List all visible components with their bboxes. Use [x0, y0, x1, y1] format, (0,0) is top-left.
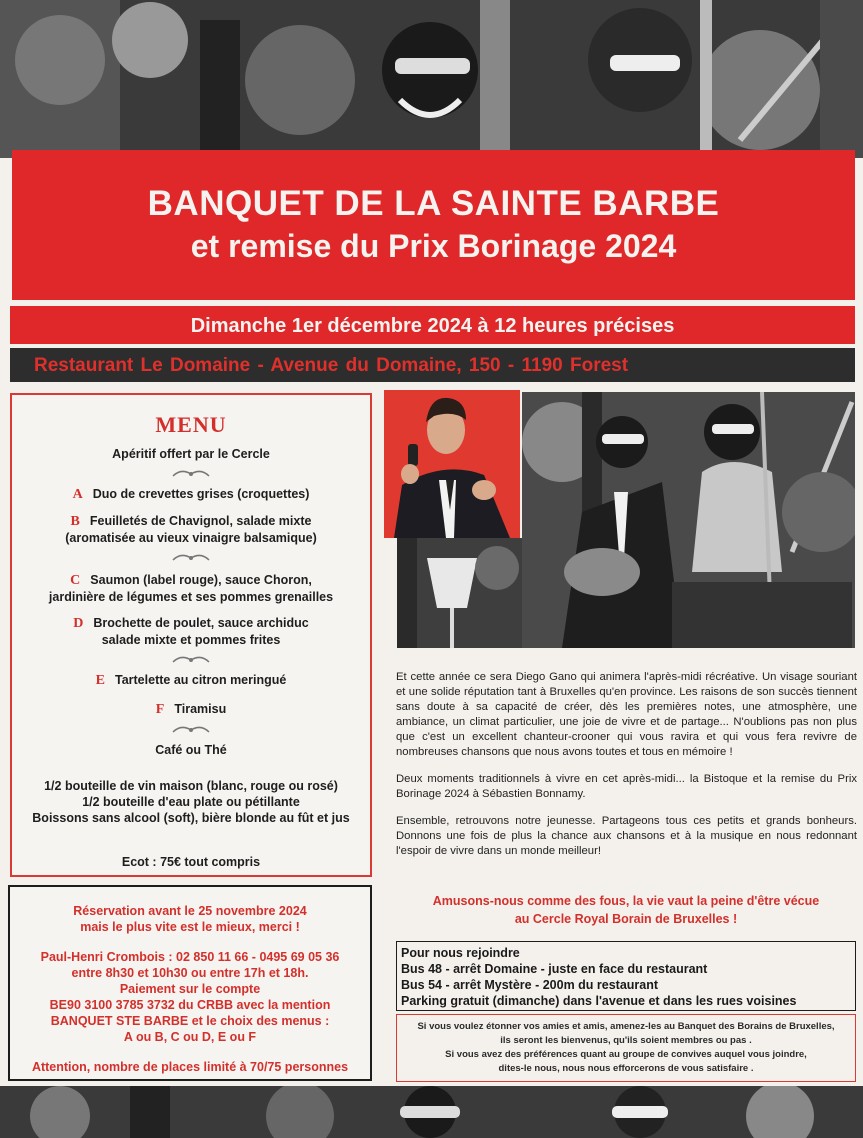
coffee-line: Café ou Thé [155, 743, 227, 757]
header-artwork [0, 0, 863, 158]
price-line: Ecot : 75€ tout compris [121, 855, 261, 869]
intro-text [396, 670, 857, 871]
intro-paragraph: Et cette année ce sera Diego Gano qui animera l'après-midi récréative. Un visage souriant et une solide réputation tant à Bruxelles qu'en province. Les raisons de son succès tiennent sans doute à sa capacité de créer, dès les premières notes, une atmosphère, une ambiance, un climat particulier, une joie de vivre et de partage... N'oublions pas non plus que c'est un excellent chanteur-crooner qui vous ravira et qui vous fera revivre de nombreuses chansons que nous avons toutes et tous en mémoire ! [396, 671, 857, 758]
singer-photo [384, 390, 520, 538]
ornament-icon [169, 724, 213, 736]
access-bus-48: Bus 48 - arrêt Domaine - juste en face du restaurant [401, 962, 708, 976]
menu-item-e: E Tartelette au citron meringué [95, 673, 287, 688]
access-heading: Pour nous rejoindre [401, 946, 520, 960]
drink-line: Boissons sans alcool (soft), bière blonde au fût et jus [32, 811, 350, 825]
reservation-box [8, 885, 372, 1081]
menu-letter-c: C [70, 573, 81, 588]
menu-item-f: F Tiramisu [155, 702, 227, 717]
title-banner [12, 150, 855, 300]
menu-letter-d: D [73, 616, 84, 631]
ornament-icon [169, 552, 213, 564]
menu-item-a: A Duo de crevettes grises (croquettes) [72, 487, 310, 502]
access-parking: Parking gratuit (dimanche) dans l'avenue et dans les rues voisines [401, 994, 797, 1008]
glass-artwork [397, 538, 522, 648]
invite-note-box: Si vous voulez étonner vos amies et amis, amenez-les au Banquet des Borains de Bruxelles, ils seront les bienvenus, qu'ils soient membres ou pas . Si vous avez des préférences quant au groupe de convives auquel vous joindre, dites-le nous, nous nous efforcerons de vous satisfaire . [396, 1014, 856, 1082]
capacity-warning: Attention, nombre de places limité à 70/75 personnes [31, 1060, 349, 1074]
tagline: Amusons-nous comme des fous, la vie vaut la peine d'être vécue au Cercle Royal Borain de Bruxelles ! [432, 894, 820, 926]
ornament-icon [169, 654, 213, 666]
menu-box [10, 393, 372, 877]
bank-account: BE90 3100 3785 3732 du CRBB avec la mention [49, 998, 331, 1012]
title-line-2: et remise du Prix Borinage 2024 [190, 228, 677, 264]
contact-hours: entre 8h30 et 10h30 ou entre 17h et 18h. [71, 966, 309, 980]
menu-letter-b: B [70, 514, 80, 529]
title-line-1: BANQUET DE LA SAINTE BARBE [147, 184, 720, 223]
drinks-block [12, 778, 370, 826]
menu-title: MENU [155, 412, 227, 437]
menu-letter-f: F [155, 702, 165, 717]
menu-choice: A ou B, C ou D, E ou F [123, 1030, 257, 1044]
access-bus-54: Bus 54 - arrêt Mystère - 200m du restaurant [401, 978, 659, 992]
menu-letter-a: A [72, 487, 83, 502]
band-artwork [522, 392, 855, 648]
contact-phone: Paul-Henri Crombois : 02 850 11 66 - 0495 69 05 36 [40, 950, 340, 964]
menu-item-c: C Saumon (label rouge), sauce Choron, jardinière de légumes et ses pommes grenailles [48, 573, 334, 604]
drink-line: 1/2 bouteille d'eau plate ou pétillante [82, 795, 300, 809]
intro-paragraph: Deux moments traditionnels à vivre en cet après-midi... la Bistoque et la remise du Prix Borinage 2024 à Sébastien Bonnamy. [396, 773, 857, 800]
aperitif-line: Apéritif offert par le Cercle [112, 447, 270, 461]
intro-paragraph: Ensemble, retrouvons notre jeunesse. Partageons tous ces petits et grands bonheurs. Donnons une fois de plus la chance aux chansons et à la musique en nous redonnant l'espoir de vivre dans un monde meilleur! [396, 815, 857, 857]
access-box [396, 941, 856, 1011]
reservation-note: mais le plus vite est le mieux, merci ! [80, 920, 300, 934]
menu-item-b: B Feuilletés de Chavignol, salade mixte (aromatisée au vieux vinaigre balsamique) [65, 514, 317, 545]
venue-banner: Restaurant Le Domaine - Avenue du Domaine, 150 - 1190 Forest [10, 348, 855, 382]
payment-reference: BANQUET STE BARBE et le choix des menus : [50, 1014, 330, 1028]
ornament-icon [169, 468, 213, 480]
payment-label: Paiement sur le compte [119, 982, 261, 996]
menu-letter-e: E [95, 673, 105, 688]
drink-line: 1/2 bouteille de vin maison (blanc, rouge ou rosé) [44, 779, 338, 793]
menu-item-d: D Brochette de poulet, sauce archiduc salade mixte et pommes frites [73, 616, 309, 647]
date-banner: Dimanche 1er décembre 2024 à 12 heures précises [10, 306, 855, 344]
reservation-deadline: Réservation avant le 25 novembre 2024 [73, 904, 307, 918]
footer-artwork [0, 1086, 863, 1138]
